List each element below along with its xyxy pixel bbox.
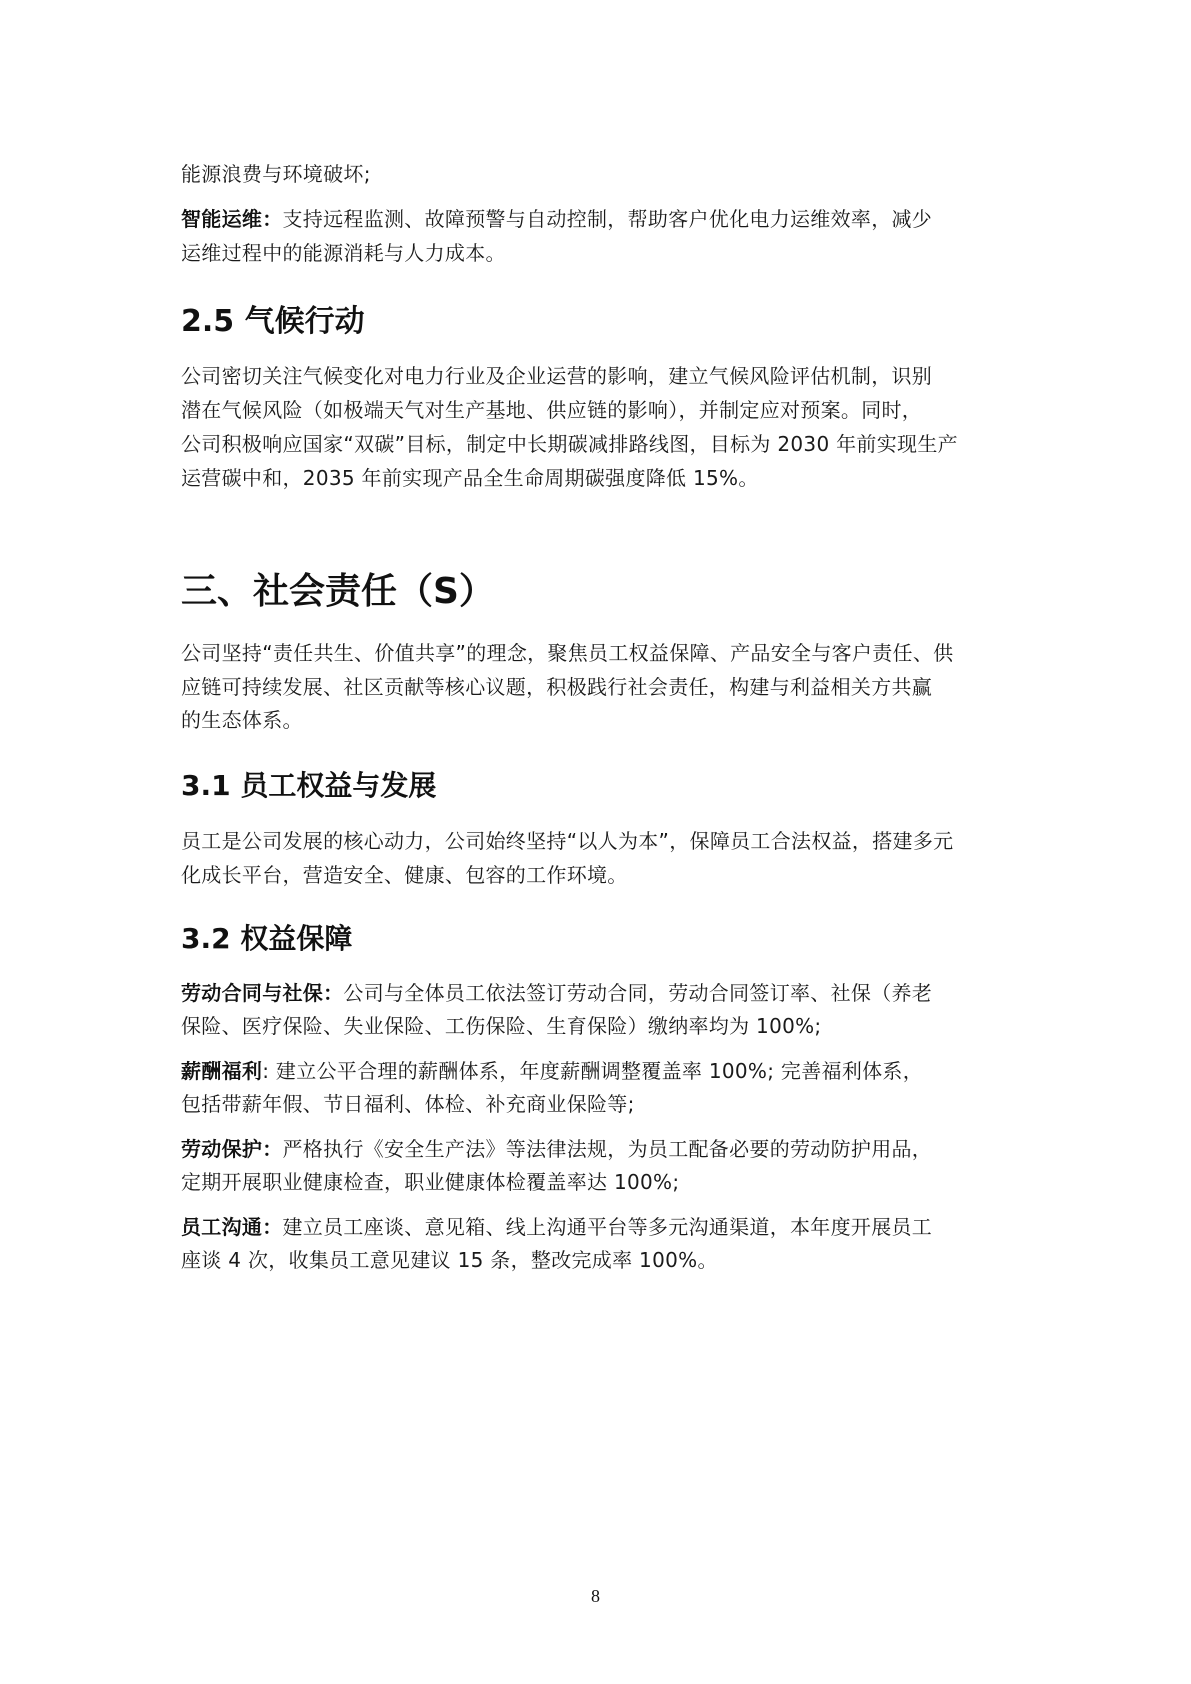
term-label: 劳动保护： bbox=[181, 1137, 283, 1161]
paragraph-line: 应链可持续发展、社区贡献等核心议题，积极践行社会责任，构建与利益相关方共赢 bbox=[181, 675, 933, 699]
paragraph-line: 能源浪费与环境破坏; bbox=[181, 162, 371, 186]
paragraph-text: 公司与全体员工依法签订劳动合同，劳动合同签订率、社保（养老 bbox=[343, 981, 933, 1005]
paragraph-line: 公司坚持“责任共生、价值共享”的理念，聚焦员工权益保障、产品安全与客户责任、供 bbox=[181, 641, 954, 665]
section-heading-2-5: 2.5 气候行动 bbox=[181, 304, 365, 339]
paragraph-text: 支持远程监测、故障预警与自动控制，帮助客户优化电力运维效率，减少 bbox=[282, 207, 933, 231]
paragraph-text: 建立员工座谈、意见箱、线上沟通平台等多元沟通渠道，本年度开展员工 bbox=[282, 1215, 933, 1239]
paragraph-line: 运营碳中和，2035 年前实现产品全生命周期碳强度降低 15%。 bbox=[181, 466, 759, 490]
paragraph-line: 包括带薪年假、节日福利、体检、补充商业保险等; bbox=[181, 1092, 635, 1116]
term-label: 劳动合同与社保： bbox=[181, 981, 344, 1005]
paragraph-line: 定期开展职业健康检查，职业健康体检覆盖率达 100%; bbox=[181, 1170, 680, 1194]
paragraph-line: 的生态体系。 bbox=[181, 708, 303, 732]
paragraph-line: 公司积极响应国家“双碳”目标，制定中长期碳减排路线图，目标为 2030 年前实现生产 bbox=[181, 432, 958, 456]
chapter-heading-3: 三、社会责任（S） bbox=[181, 571, 495, 612]
paragraph-line: 保险、医疗保险、失业保险、工伤保险、生育保险）缴纳率均为 100%; bbox=[181, 1014, 822, 1038]
paragraph-line: 员工是公司发展的核心动力，公司始终坚持“以人为本”，保障员工合法权益，搭建多元 bbox=[181, 829, 954, 853]
paragraph-text: 严格执行《安全生产法》等法律法规，为员工配备必要的劳动防护用品， bbox=[282, 1137, 933, 1161]
page-number: 8 bbox=[591, 1586, 600, 1606]
paragraph-line: 化成长平台，营造安全、健康、包容的工作环境。 bbox=[181, 863, 628, 887]
term-label: 薪酬福利 bbox=[181, 1059, 263, 1083]
section-heading-3-1: 3.1 员工权益与发展 bbox=[181, 769, 437, 802]
rights-item-contract bbox=[181, 979, 932, 1007]
term-label: 员工沟通： bbox=[181, 1215, 283, 1239]
paragraph-line: 公司密切关注气候变化对电力行业及企业运营的影响，建立气候风险评估机制，识别 bbox=[181, 364, 933, 388]
term-label: 智能运维： bbox=[181, 207, 283, 231]
rights-item-compensation bbox=[181, 1057, 923, 1085]
paragraph-line: 运维过程中的能源消耗与人力成本。 bbox=[181, 241, 506, 265]
paragraph-line: 座谈 4 次，收集员工意见建议 15 条，整改完成率 100%。 bbox=[181, 1248, 718, 1272]
paragraph-text: : 建立公平合理的薪酬体系，年度薪酬调整覆盖率 100%; 完善福利体系， bbox=[262, 1059, 924, 1083]
rights-item-communication bbox=[181, 1213, 932, 1241]
rights-item-protection bbox=[181, 1135, 932, 1163]
paragraph-line: 潜在气候风险（如极端天气对生产基地、供应链的影响），并制定应对预案。同时， bbox=[181, 398, 923, 422]
section-heading-3-2: 3.2 权益保障 bbox=[181, 922, 353, 955]
smart-ops-paragraph bbox=[181, 205, 932, 233]
